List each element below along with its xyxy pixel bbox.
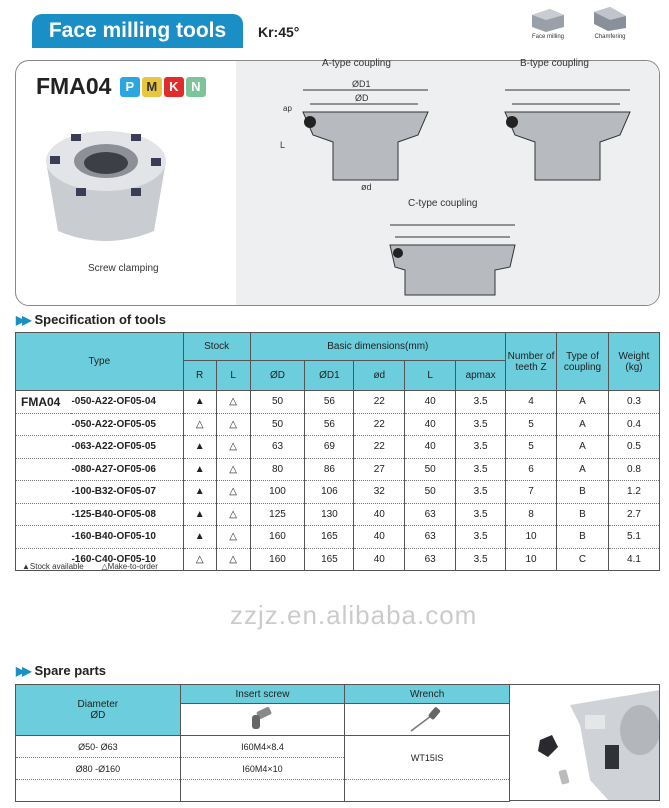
col-D: ØD	[250, 361, 305, 391]
d-cell: 50	[250, 391, 305, 414]
weight-cell: 5.1	[608, 526, 659, 549]
table-row	[16, 481, 660, 504]
coupling-cell: A	[557, 458, 609, 481]
bore-cell: 22	[354, 413, 405, 436]
c-type-diagram	[360, 215, 530, 305]
product-code	[36, 73, 206, 100]
b-type-diagram	[480, 80, 640, 190]
spec-table	[15, 332, 660, 571]
bore-label: ød	[361, 182, 372, 192]
ap-cell: 3.5	[456, 526, 506, 549]
chamfering-icon	[590, 4, 630, 32]
ap-cell: 3.5	[456, 481, 506, 504]
d-cell: 125	[250, 503, 305, 526]
stock-r-cell: ▲	[183, 481, 216, 504]
material-badge-p: P	[120, 77, 140, 97]
d-cell: 80	[250, 458, 305, 481]
table-row	[16, 391, 660, 414]
col-bore: ød	[354, 361, 405, 391]
spare-table	[15, 684, 510, 802]
spare-title: Spare parts	[34, 663, 107, 678]
stock-legend	[22, 562, 158, 571]
type-cell: -050-A22-OF05-05	[71, 413, 183, 436]
col-l: L	[216, 361, 250, 391]
col-r: R	[183, 361, 216, 391]
spare-range: Ø80 -Ø160	[16, 758, 181, 780]
d1-label: ØD1	[352, 79, 371, 89]
col-basic: Basic dimensions(mm)	[250, 333, 505, 361]
bore-cell: 40	[354, 526, 405, 549]
spec-title: Specification of tools	[34, 312, 166, 327]
family-cell	[16, 526, 72, 549]
d1-cell: 69	[305, 436, 354, 459]
stock-l-cell: △	[216, 458, 250, 481]
col-type: Type	[16, 333, 184, 391]
teeth-cell: 4	[506, 391, 557, 414]
col-L: L	[405, 361, 456, 391]
weight-cell: 0.8	[608, 458, 659, 481]
bore-cell: 22	[354, 391, 405, 414]
col-D1: ØD1	[305, 361, 354, 391]
col-wrench: Wrench	[345, 685, 510, 704]
l-label: L	[280, 140, 286, 150]
type-cell: -125-B40-OF05-08	[71, 503, 183, 526]
legend-stock: ▲Stock available	[22, 562, 84, 571]
type-cell: -063-A22-OF05-05	[71, 436, 183, 459]
double-chevron-icon: ▶▶	[16, 312, 29, 327]
stock-l-cell: △	[216, 548, 250, 571]
mode-label: Chamfering	[594, 34, 626, 40]
stock-l-cell: △	[216, 391, 250, 414]
table-row	[16, 413, 660, 436]
family-cell	[16, 436, 72, 459]
bore-cell: 22	[354, 436, 405, 459]
d-cell: 160	[250, 548, 305, 571]
table-row	[16, 436, 660, 459]
table-row	[16, 503, 660, 526]
type-cell: -080-A27-OF05-06	[71, 458, 183, 481]
coupling-cell: B	[557, 481, 609, 504]
family-cell	[16, 503, 72, 526]
col-stock: Stock	[183, 333, 250, 361]
coupling-cell: B	[557, 503, 609, 526]
ap-label: ap	[283, 104, 292, 113]
length-cell: 40	[405, 413, 456, 436]
d-label: ØD	[355, 93, 369, 103]
watermark: zzjz.en.alibaba.com	[230, 600, 478, 630]
legend-order: △Make-to-order	[101, 562, 158, 571]
exploded-cutter-image	[510, 684, 660, 801]
spare-wrench: WT15IS	[345, 736, 510, 780]
col-teeth: Number of teeth Z	[506, 333, 557, 391]
stock-l-cell: △	[216, 503, 250, 526]
family-cell	[16, 413, 72, 436]
stock-l-cell: △	[216, 413, 250, 436]
stock-l-cell: △	[216, 436, 250, 459]
teeth-cell: 10	[506, 526, 557, 549]
ap-cell: 3.5	[456, 391, 506, 414]
double-chevron-icon: ▶▶	[16, 663, 29, 678]
spec-heading	[16, 312, 166, 327]
stock-l-cell: △	[216, 526, 250, 549]
teeth-cell: 5	[506, 413, 557, 436]
d1-cell: 165	[305, 526, 354, 549]
stock-r-cell: ▲	[183, 503, 216, 526]
coupling-cell: A	[557, 391, 609, 414]
stock-r-cell: △	[183, 413, 216, 436]
material-badge-n: N	[186, 77, 206, 97]
table-row	[16, 458, 660, 481]
type-cell: -160-C40-OF05-10	[71, 548, 183, 571]
bore-cell: 32	[354, 481, 405, 504]
c-type-caption: C-type coupling	[408, 198, 478, 209]
weight-cell: 2.7	[608, 503, 659, 526]
ap-cell: 3.5	[456, 503, 506, 526]
col-ap: apmax	[456, 361, 506, 391]
weight-cell: 0.3	[608, 391, 659, 414]
coupling-cell: C	[557, 548, 609, 571]
length-cell: 50	[405, 458, 456, 481]
type-cell: -100-B32-OF05-07	[71, 481, 183, 504]
d1-cell: 86	[305, 458, 354, 481]
stock-r-cell: ▲	[183, 526, 216, 549]
stock-r-cell: ▲	[183, 391, 216, 414]
type-cell: -050-A22-OF05-04	[71, 391, 183, 414]
type-cell: -160-B40-OF05-10	[71, 526, 183, 549]
bore-cell: 40	[354, 503, 405, 526]
spare-range: Ø50- Ø63	[16, 736, 181, 758]
length-cell: 40	[405, 436, 456, 459]
lead-angle: Kr:45°	[258, 24, 300, 40]
col-screw: Insert screw	[180, 685, 345, 704]
d1-cell: 165	[305, 548, 354, 571]
d1-cell: 130	[305, 503, 354, 526]
family-cell: FMA04	[16, 391, 72, 414]
family-cell	[16, 458, 72, 481]
screw-icon	[247, 705, 277, 733]
length-cell: 63	[405, 548, 456, 571]
teeth-cell: 5	[506, 436, 557, 459]
weight-cell: 0.5	[608, 436, 659, 459]
diameter-symbol: ØD	[90, 710, 106, 721]
spare-screw: I60M4×10	[180, 758, 345, 780]
coupling-cell: A	[557, 436, 609, 459]
section-title-tab: Face milling tools	[32, 14, 243, 48]
b-type-caption: B-type coupling	[520, 58, 589, 69]
stock-r-cell: ▲	[183, 436, 216, 459]
teeth-cell: 7	[506, 481, 557, 504]
d1-cell: 56	[305, 413, 354, 436]
mode-label: Face milling	[531, 34, 564, 40]
stock-r-cell: △	[183, 548, 216, 571]
d1-cell: 106	[305, 481, 354, 504]
col-weight: Weight (kg)	[608, 333, 659, 391]
d1-cell: 56	[305, 391, 354, 414]
bore-cell: 27	[354, 458, 405, 481]
teeth-cell: 8	[506, 503, 557, 526]
d-cell: 50	[250, 413, 305, 436]
length-cell: 63	[405, 503, 456, 526]
diameter-label: Diameter	[77, 699, 119, 710]
clamping-caption: Screw clamping	[88, 263, 159, 274]
table-row	[16, 526, 660, 549]
ap-cell: 3.5	[456, 548, 506, 571]
material-badge-k: K	[164, 77, 184, 97]
d-cell: 63	[250, 436, 305, 459]
product-code-text: FMA04	[36, 73, 112, 99]
coupling-cell: B	[557, 526, 609, 549]
weight-cell: 1.2	[608, 481, 659, 504]
bore-cell: 40	[354, 548, 405, 571]
milling-cutter-image	[36, 116, 176, 251]
d-cell: 160	[250, 526, 305, 549]
stock-l-cell: △	[216, 481, 250, 504]
col-diameter	[16, 685, 181, 736]
teeth-cell: 6	[506, 458, 557, 481]
coupling-cell: A	[557, 413, 609, 436]
a-type-caption: A-type coupling	[322, 58, 391, 69]
d-cell: 100	[250, 481, 305, 504]
teeth-cell: 10	[506, 548, 557, 571]
ap-cell: 3.5	[456, 413, 506, 436]
face-milling-icon	[528, 5, 568, 33]
ap-cell: 3.5	[456, 458, 506, 481]
col-coupling: Type of coupling	[557, 333, 609, 391]
spare-screw: I60M4×8.4	[180, 736, 345, 758]
weight-cell: 0.4	[608, 413, 659, 436]
ap-cell: 3.5	[456, 436, 506, 459]
stock-r-cell: ▲	[183, 458, 216, 481]
spare-heading	[16, 663, 106, 678]
length-cell: 50	[405, 481, 456, 504]
material-badge-m: M	[142, 77, 162, 97]
wrench-icon	[407, 705, 447, 733]
family-cell	[16, 481, 72, 504]
length-cell: 40	[405, 391, 456, 414]
length-cell: 63	[405, 526, 456, 549]
weight-cell: 4.1	[608, 548, 659, 571]
